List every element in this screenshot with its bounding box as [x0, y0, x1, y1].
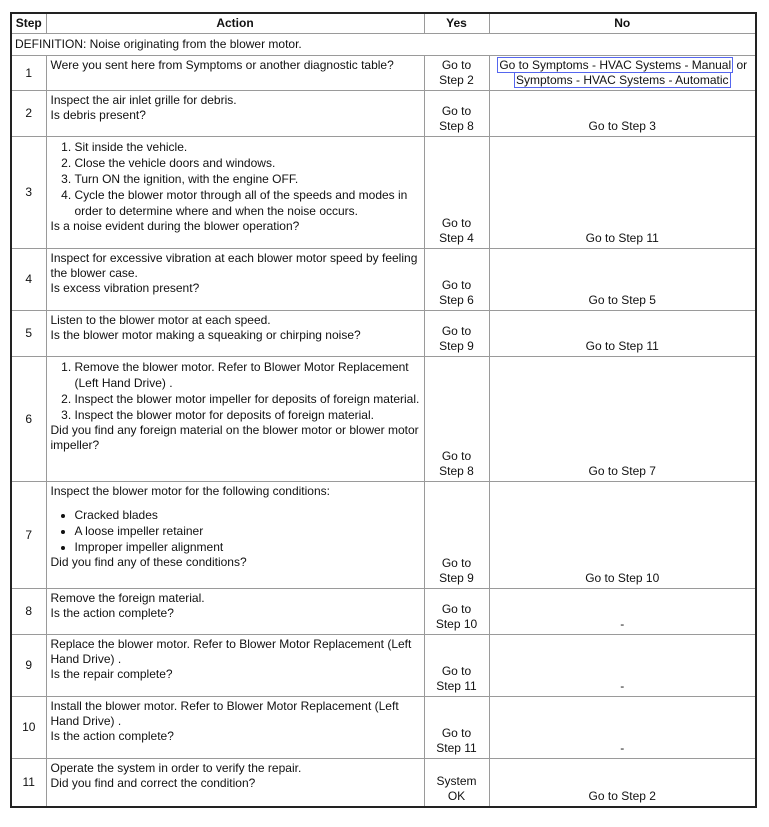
- no-result: Go to Step 7: [489, 357, 756, 482]
- table-row: [11, 357, 756, 482]
- action-intro: Were you sent here from Symptoms or another diagnostic table?: [50, 58, 394, 72]
- list-item: 2. Inspect the blower motor impeller for deposits of foreign material.: [75, 391, 420, 407]
- action-instructions: [51, 637, 420, 667]
- yes-result: System OK: [424, 759, 489, 807]
- list-item: 3. Inspect the blower motor for deposits of foreign material.: [75, 407, 420, 423]
- yes-result: Go to Step 10: [424, 589, 489, 635]
- header-row: [11, 13, 756, 34]
- no-result: Go to Step 11: [489, 137, 756, 249]
- action-instructions: [51, 359, 420, 423]
- step-number: 6: [11, 357, 46, 482]
- step-number: 2: [11, 91, 46, 137]
- link-hvac-manual[interactable]: Go to Symptoms - HVAC Systems - Manual: [499, 58, 732, 72]
- table-row: [11, 56, 756, 91]
- action-instructions: [51, 484, 420, 555]
- list-item: • Cracked blades: [75, 507, 420, 523]
- action-cell: [46, 589, 424, 635]
- no-result: Go to Step 10: [489, 482, 756, 589]
- step-number: 11: [11, 759, 46, 807]
- table-row: [11, 697, 756, 759]
- no-result: -: [489, 589, 756, 635]
- table-row: [11, 137, 756, 249]
- table-row: [11, 759, 756, 807]
- table-row: [11, 589, 756, 635]
- step-number: 10: [11, 697, 46, 759]
- action-cell: [46, 697, 424, 759]
- action-content: [51, 251, 420, 296]
- header-no: No: [489, 13, 756, 34]
- yes-result: Go to Step 8: [424, 357, 489, 482]
- action-intro: Install the blower motor. Refer to Blower Motor Replacement (Left Hand Drive) .: [50, 699, 399, 728]
- action-content: [51, 761, 420, 791]
- no-result: Go to Step 11: [489, 311, 756, 357]
- list-item: 3. Turn ON the ignition, with the engine OFF.: [75, 171, 420, 187]
- action-question: Is the action complete?: [50, 606, 174, 620]
- yes-result: Go to Step 6: [424, 249, 489, 311]
- header-step: Step: [11, 13, 46, 34]
- action-instructions: [51, 699, 420, 729]
- action-content: [51, 359, 420, 453]
- action-content: [51, 139, 420, 234]
- action-question: Did you find any of these conditions?: [50, 555, 247, 569]
- action-cell: [46, 137, 424, 249]
- link-hvac-automatic[interactable]: Symptoms - HVAC Systems - Automatic: [516, 73, 729, 87]
- no-result: -: [489, 697, 756, 759]
- action-content: [51, 591, 420, 621]
- action-intro: Listen to the blower motor at each speed.: [50, 313, 271, 327]
- action-intro: Inspect the air inlet grille for debris.: [50, 93, 237, 107]
- table-row: [11, 91, 756, 137]
- bullet-list: [51, 507, 420, 555]
- diagnostic-table: [10, 12, 757, 808]
- yes-result: Go to Step 11: [424, 635, 489, 697]
- action-cell: [46, 635, 424, 697]
- action-instructions: [51, 93, 420, 108]
- step-number: 3: [11, 137, 46, 249]
- step-number: 5: [11, 311, 46, 357]
- action-cell: [46, 91, 424, 137]
- list-item: • Improper impeller alignment: [75, 539, 420, 555]
- action-question: Is debris present?: [50, 108, 146, 122]
- list-item: 4. Cycle the blower motor through all of the speeds and modes in order to determine where and when the noise occurs.: [75, 187, 420, 219]
- definition-text: DEFINITION: Noise originating from the blower motor.: [11, 34, 756, 56]
- action-content: [51, 699, 420, 744]
- step-number: 1: [11, 56, 46, 91]
- header-yes: Yes: [424, 13, 489, 34]
- no-result: Go to Step 2: [489, 759, 756, 807]
- step-number: 4: [11, 249, 46, 311]
- action-question: Is the blower motor making a squeaking or chirping noise?: [50, 328, 361, 342]
- yes-result: Go to Step 4: [424, 137, 489, 249]
- yes-result: Go to Step 11: [424, 697, 489, 759]
- action-instructions: [51, 139, 420, 219]
- no-joiner: or: [736, 58, 748, 72]
- numbered-list: [51, 139, 420, 219]
- step-number: 9: [11, 635, 46, 697]
- action-question: Is a noise evident during the blower operation?: [50, 219, 300, 233]
- no-result: Go to Step 3: [489, 91, 756, 137]
- action-intro: Inspect for excessive vibration at each blower motor speed by feeling the blower case.: [50, 251, 418, 280]
- yes-result: Go to Step 8: [424, 91, 489, 137]
- table-row: [11, 311, 756, 357]
- list-item: 1. Sit inside the vehicle.: [75, 139, 420, 155]
- step-number: 8: [11, 589, 46, 635]
- action-cell: [46, 357, 424, 482]
- action-instructions: [51, 251, 420, 281]
- table-row: [11, 249, 756, 311]
- yes-result: Go to Step 9: [424, 311, 489, 357]
- yes-result: Go to Step 2: [424, 56, 489, 91]
- spacer: [51, 499, 420, 507]
- no-result: Go to Step 5: [489, 249, 756, 311]
- list-item: • A loose impeller retainer: [75, 523, 420, 539]
- list-item: 1. Remove the blower motor. Refer to Blower Motor Replacement (Left Hand Drive) .: [75, 359, 420, 391]
- numbered-list: [51, 359, 420, 423]
- no-result: [489, 56, 756, 91]
- list-item: 2. Close the vehicle doors and windows.: [75, 155, 420, 171]
- action-intro: Replace the blower motor. Refer to Blower Motor Replacement (Left Hand Drive) .: [50, 637, 412, 666]
- action-instructions: [51, 58, 420, 73]
- action-content: [51, 313, 420, 343]
- action-cell: [46, 249, 424, 311]
- action-content: [51, 93, 420, 123]
- yes-result: Go to Step 9: [424, 482, 489, 589]
- action-instructions: [51, 761, 420, 776]
- definition-row: [11, 34, 756, 56]
- action-instructions: [51, 591, 420, 606]
- action-content: [51, 637, 420, 682]
- header-action: Action: [46, 13, 424, 34]
- action-question: Is the action complete?: [50, 729, 174, 743]
- action-content: [51, 58, 420, 73]
- action-question: Did you find and correct the condition?: [50, 776, 256, 790]
- no-result: -: [489, 635, 756, 697]
- step-number: 7: [11, 482, 46, 589]
- action-question: Is the repair complete?: [50, 667, 173, 681]
- action-instructions: [51, 313, 420, 328]
- action-question: Is excess vibration present?: [50, 281, 200, 295]
- table-row: [11, 635, 756, 697]
- action-cell: [46, 759, 424, 807]
- action-cell: [46, 311, 424, 357]
- action-content: [51, 484, 420, 570]
- table-row: [11, 482, 756, 589]
- action-question: Did you find any foreign material on the blower motor or blower motor impeller?: [50, 423, 419, 452]
- action-intro: Operate the system in order to verify the repair.: [50, 761, 302, 775]
- action-cell: [46, 56, 424, 91]
- action-cell: [46, 482, 424, 589]
- action-intro: Inspect the blower motor for the following conditions:: [50, 484, 330, 498]
- action-intro: Remove the foreign material.: [50, 591, 205, 605]
